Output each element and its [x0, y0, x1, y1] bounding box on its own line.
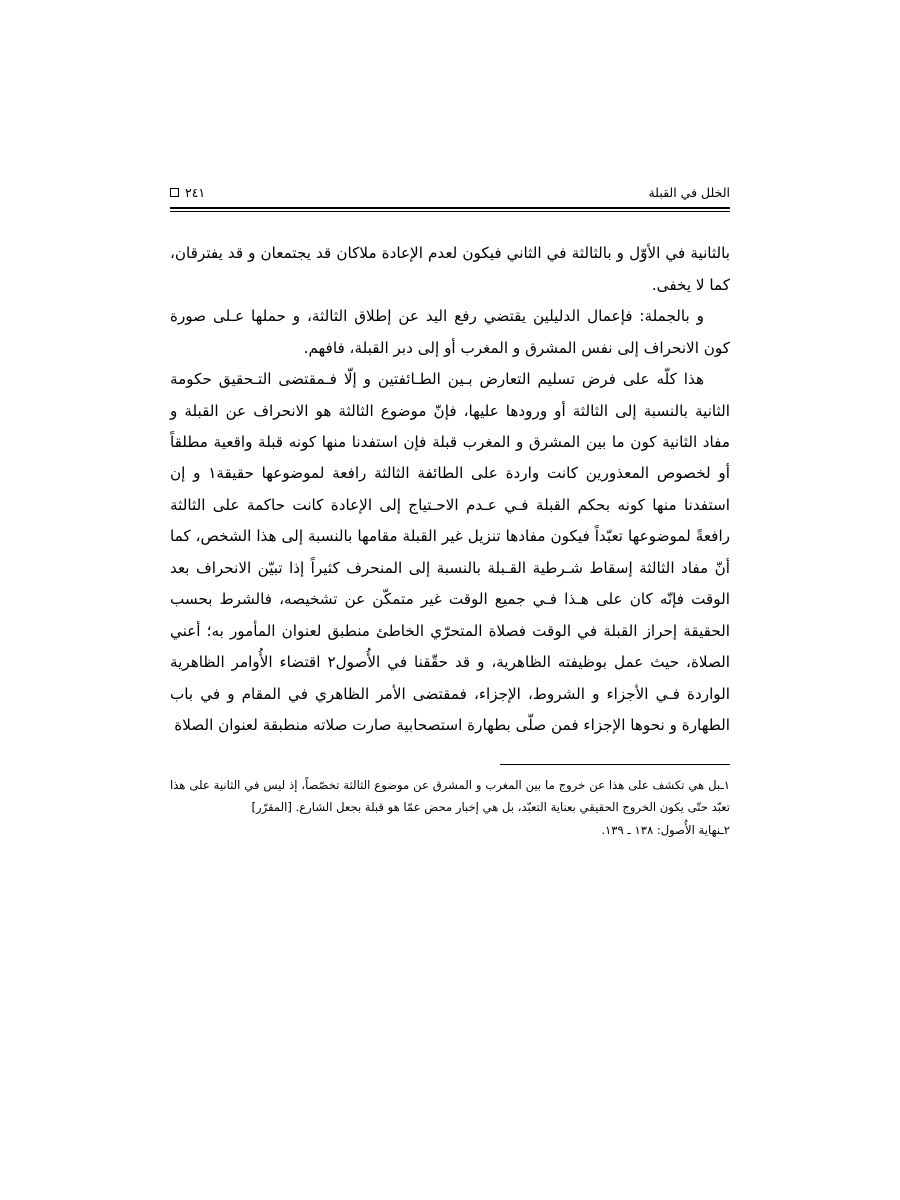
footnote-1-number: ١ـ [720, 777, 730, 792]
footnote-1 [170, 774, 730, 819]
header-title: الخلل في القبلة [648, 185, 730, 200]
footnote-1-text: بل هي تكشف على هذا عن خروج ما بين المغرب و المشرق عن موضوع الثالثة تخصّصاً، إذ ليس في الثانية على هذا تعبّد حتّى يكون الخروج الحقيقي بعناية التعبّد، بل هي إخبار محض عمّا هو قبلة بجعل الشارع. [المقرّر] [170, 777, 730, 815]
running-header [170, 185, 730, 206]
footnote-2-number: ٢ـ [720, 822, 730, 837]
header-rule [170, 207, 730, 212]
footnote-2-text: نهاية الأُصول: ١٣٨ ـ ١٣٩. [601, 822, 721, 837]
content-frame [170, 185, 730, 841]
body-text [170, 238, 730, 742]
footnotes [170, 774, 730, 842]
square-marker-icon [170, 188, 179, 197]
page-number: ٢٤١ [185, 185, 206, 200]
footnote-separator [500, 764, 730, 765]
page-number-block [170, 185, 205, 200]
paragraph-2: و بالجملة: فإعمال الدليلين يقتضي رفع اليد عن إطلاق الثالثة، و حملها عـلى صورة كون الانحراف إلى نفس المشرق و المغرب أو إلى دبر القبلة، فافهم. [170, 307, 730, 357]
paragraph-3: هذا كلّه على فرض تسليم التعارض بـين الطـائفتين و إلّا فـمقتضى التـحقيق حكومة الثانية بالنسبة إلى الثالثة أو ورودها عليها، فإنّ موضوع الثالثة هو الانحراف عن القبلة و مفاد الثانية كون ما بين المشرق و المغرب قبلة فإن استفدنا منها كونه قبلة واقعية مطلقاً أو لخصوص المعذورين كانت واردة على الطائفة الثالثة رافعة لموضوعها حقيقة١ و إن استفدنا منها كونه بحكم القبلة فـي عـدم الاحـتياج إلى الإعادة كانت حاكمة على الثالثة رافعةً لموضوعها تعبّداً فيكون مفادها تنزيل غير القبلة مقامها بالنسبة إلى هذا الشخص، كما أنّ مفاد الثالثة إسقاط شـرطية القـبلة بالنسبة إلى المنحرف كثيراً إذا تبيّن الانحراف بعد الوقت فإنّه كان على هـذا فـي جميع الوقت غير متمكّن عن تشخيصه، فالشرط بحسب الحقيقة إحراز القبلة في الوقت فصلاة المتحرّي الخاطئ منطبق لعنوان المأمور به؛ أعني الصلاة، حيث عمل بوظيفته الظاهرية، و قد حقّقنا في الأُصول٢ اقتضاء الأُوامر الظاهرية الواردة فـي الأجزاء و الشروط، الإجزاء، فمقتضى الأمر الظاهري في المقام و في باب الطهارة و نحوها الإجزاء فمن صلّى بطهارة استصحابية صارت صلاته منطبقة لعنوان الصلاة [170, 370, 730, 735]
footnote-2 [170, 819, 730, 842]
paragraph-1: بالثانية في الأوّل و بالثالثة في الثاني فيكون لعدم الإعادة ملاكان قد يجتمعان و قد يفترقان، كما لا يخفى. [170, 244, 730, 294]
